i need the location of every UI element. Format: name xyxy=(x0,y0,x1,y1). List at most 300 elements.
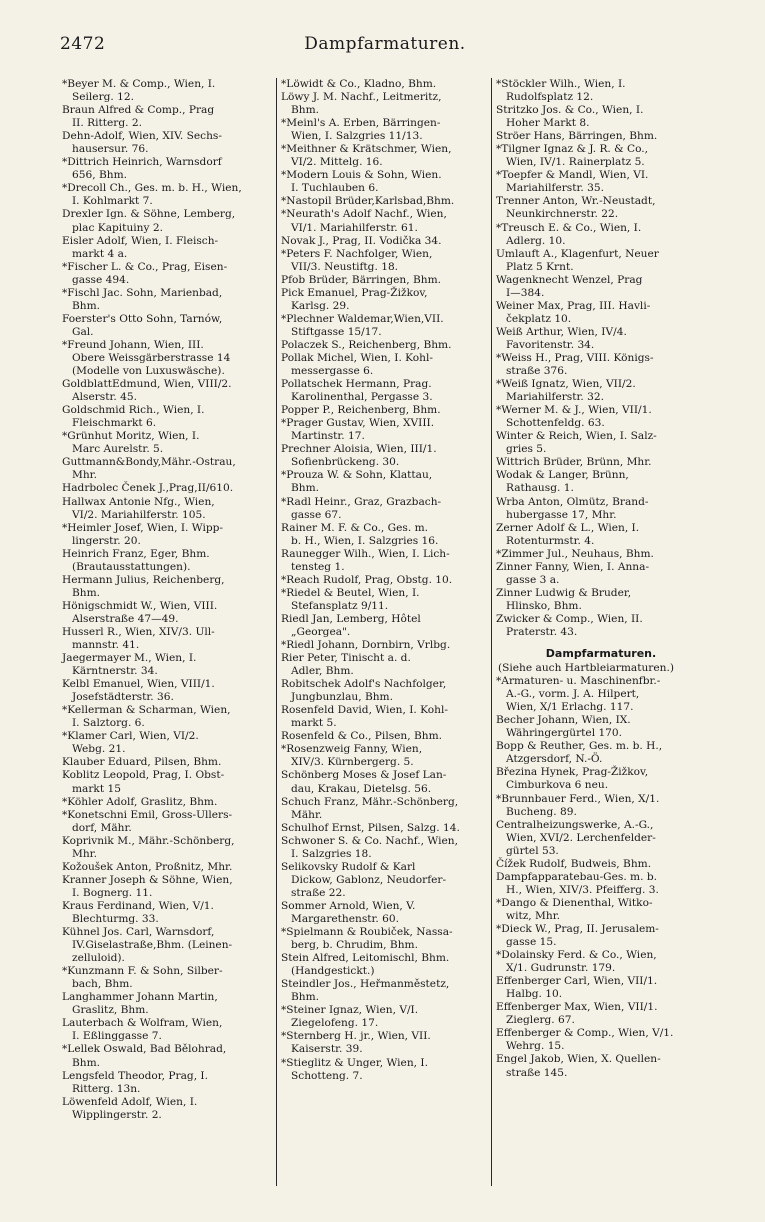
entry-address-line: Favoritenstr. 34. xyxy=(506,338,595,351)
directory-entry xyxy=(496,469,706,495)
entry-address-line: Fleischmarkt 6. xyxy=(72,417,157,430)
directory-entry xyxy=(281,613,487,639)
directory-entry xyxy=(496,404,706,430)
directory-entry xyxy=(62,456,268,482)
entry-name-line: Hadrbolec Čenek J.,Prag,II/610. xyxy=(62,482,234,495)
directory-entry xyxy=(496,1027,706,1053)
directory-entry xyxy=(281,587,487,613)
entry-address-line: Bhm. xyxy=(72,586,101,599)
entry-name-line: Pfob Brüder, Bärringen, Bhm. xyxy=(281,273,442,286)
directory-entry xyxy=(281,208,487,234)
entry-name-line: Zinner Fanny, Wien, I. Anna- xyxy=(496,560,650,573)
entry-address-line: gasse 67. xyxy=(291,508,342,521)
entry-address-line: Bhm. xyxy=(291,104,320,117)
entry-address-line: A.-G., vorm. J. A. Hilpert, xyxy=(506,688,640,701)
entry-address-line: Ritterg. 13n. xyxy=(72,1082,141,1095)
entry-name-line: *Kellerman & Scharman, Wien, xyxy=(62,704,231,717)
entry-name-line: Stritzko Jos. & Co., Wien, I. xyxy=(496,104,644,117)
directory-entry xyxy=(496,378,706,404)
entry-name-line: Klauber Eduard, Pilsen, Bhm. xyxy=(62,756,222,769)
entry-name-line: Wittrich Brüder, Brünn, Mhr. xyxy=(496,456,652,469)
entry-name-line: Weiner Max, Prag, III. Havli- xyxy=(496,299,651,312)
entry-name-line: *Klamer Carl, Wien, VI/2. xyxy=(62,730,199,743)
entry-name-line: Lauterbach & Wolfram, Wien, xyxy=(62,1017,223,1030)
column-2 xyxy=(281,78,487,1083)
directory-entry xyxy=(62,1096,268,1122)
entry-name-line: *Grünhut Moritz, Wien, I. xyxy=(62,430,200,443)
entry-address-line: dorf, Mähr. xyxy=(72,821,132,834)
entry-address-line: Ziegelofeng. 17. xyxy=(291,1017,379,1030)
entry-address-line: Hoher Markt 8. xyxy=(506,117,590,130)
entry-address-line: gürtel 53. xyxy=(506,844,559,857)
directory-entry xyxy=(62,600,268,626)
entry-name-line: GoldblattEdmund, Wien, VIII/2. xyxy=(62,378,232,391)
entry-address-line: Blechturmg. 33. xyxy=(72,913,159,925)
entry-address-line: bach, Bhm. xyxy=(72,978,133,991)
entry-name-line: *Sternberg H. jr., Wien, VII. xyxy=(281,1030,431,1043)
entry-name-line: *Brunnbauer Ferd., Wien, X/1. xyxy=(496,792,660,805)
directory-entry xyxy=(62,730,268,756)
entry-address-line: H., Wien, XIV/3. Pfeifferg. 3. xyxy=(506,883,659,896)
entry-name-line: *Meithner & Krätschmer, Wien, xyxy=(281,143,452,156)
entry-address-line: Jungbunzlau, Bhm. xyxy=(291,691,393,704)
entry-address-line: Mariahilferstr. 32. xyxy=(506,391,604,404)
entry-name-line: Umlauft A., Klagenfurt, Neuer xyxy=(496,247,659,260)
entry-name-line: Effenberger & Comp., Wien, V/1. xyxy=(496,1027,674,1040)
entry-name-line: *Köhler Adolf, Graslitz, Bhm. xyxy=(62,795,218,808)
entry-address-line: Wien, I. Salzgries 11/13. xyxy=(291,130,423,143)
entry-name-line: *Rosenzweig Fanny, Wien, xyxy=(281,743,423,756)
entry-address-line: XIV/3. Kürnbergerg. 5. xyxy=(291,756,414,769)
entry-address-line: Stefansplatz 9/11. xyxy=(291,599,389,612)
entry-address-line: (Brautausstattungen). xyxy=(72,560,191,573)
directory-entry xyxy=(62,678,268,704)
directory-entry xyxy=(496,352,706,378)
directory-entry xyxy=(496,326,706,352)
entry-name-line: Kožoušek Anton, Proßnitz, Mhr. xyxy=(62,860,233,873)
directory-entry xyxy=(62,796,268,809)
directory-entry xyxy=(496,1001,706,1027)
entry-name-line: Rainer M. F. & Co., Ges. m. xyxy=(281,521,428,534)
directory-entry xyxy=(496,430,706,456)
directory-entry xyxy=(281,796,487,822)
entry-address-line: Margarethenstr. 60. xyxy=(291,913,400,925)
entry-name-line: Goldschmid Rich., Wien, I. xyxy=(62,404,205,417)
entry-name-line: Rosenfeld & Co., Pilsen, Bhm. xyxy=(281,730,442,743)
entry-name-line: *Löwidt & Co., Kladno, Bhm. xyxy=(281,78,437,90)
entry-address-line: markt 15 xyxy=(72,782,121,795)
entry-name-line: Weiß Arthur, Wien, IV/4. xyxy=(496,325,627,338)
directory-entry xyxy=(281,274,487,287)
entry-address-line: gasse 494. xyxy=(72,273,130,286)
directory-entry xyxy=(496,714,706,740)
entry-name-line: Koblitz Leopold, Prag, I. Obst- xyxy=(62,769,225,782)
directory-entry xyxy=(496,1053,706,1079)
entry-address-line: mannstr. 41. xyxy=(72,639,140,652)
entry-name-line: Steindler Jos., Heřmanměstetz, xyxy=(281,978,450,991)
directory-entry xyxy=(496,897,706,923)
entry-name-line: Guttmann&Bondy,Mähr.-Ostrau, xyxy=(62,456,236,469)
entry-name-line: *Spielmann & Roubiček, Nassa- xyxy=(281,926,453,939)
entry-name-line: *Dieck W., Prag, II. Jerusalem- xyxy=(496,923,659,935)
entry-address-line: Schottenfeldg. 63. xyxy=(506,417,605,430)
directory-entry xyxy=(496,222,706,248)
directory-entry xyxy=(281,704,487,730)
directory-entry xyxy=(281,1030,487,1056)
directory-entry xyxy=(62,1070,268,1096)
entry-name-line: *Reach Rudolf, Prag, Obstg. 10. xyxy=(281,573,453,586)
entry-name-line: Sommer Arnold, Wien, V. xyxy=(281,899,416,912)
entry-address-line: lingerstr. 20. xyxy=(72,534,141,547)
directory-entry xyxy=(281,678,487,704)
entry-address-line: Bhm. xyxy=(291,482,320,495)
entry-name-line: Löwy J. M. Nachf., Leitmeritz, xyxy=(281,91,442,104)
entry-address-line: čekplatz 10. xyxy=(506,312,572,325)
entry-name-line: Becher Johann, Wien, IX. xyxy=(496,714,631,727)
entry-address-line: I. Eßlinggasse 7. xyxy=(72,1030,162,1043)
entry-name-line: Selikovsky Rudolf & Karl xyxy=(281,860,416,873)
entry-address-line: Rotenturmstr. 4. xyxy=(506,534,595,547)
directory-entry xyxy=(496,248,706,274)
directory-entry xyxy=(496,949,706,975)
entry-name-line: Jaegermayer M., Wien, I. xyxy=(62,652,197,665)
directory-entry xyxy=(281,352,487,378)
column-1 xyxy=(62,78,268,1122)
column-3-entries xyxy=(496,78,706,639)
directory-entry xyxy=(496,456,706,469)
directory-entry xyxy=(62,78,268,104)
entry-name-line: Hallwax Antonie Nfg., Wien, xyxy=(62,495,215,508)
directory-entry xyxy=(496,195,706,221)
entry-name-line: Čížek Rudolf, Budweis, Bhm. xyxy=(496,857,652,870)
entry-address-line: Adlerg. 10. xyxy=(506,234,566,247)
entry-address-line: straße 376. xyxy=(506,365,568,378)
entry-address-line: markt 4 a. xyxy=(72,247,128,260)
directory-entry xyxy=(62,874,268,900)
entry-address-line: Wehrg. 15. xyxy=(506,1040,565,1053)
entry-address-line: Zieglerg. 67. xyxy=(506,1014,575,1027)
entry-name-line: *Riedel & Beutel, Wien, I. xyxy=(281,586,420,599)
entry-name-line: Kühnel Jos. Carl, Warnsdorf, xyxy=(62,926,215,939)
entry-name-line: *Fischer L. & Co., Prag, Eisen- xyxy=(62,260,228,273)
entry-address-line: Dickow, Gablonz, Neudorfer- xyxy=(291,873,447,886)
directory-entry xyxy=(62,965,268,991)
entry-name-line: Engel Jakob, Wien, X. Quellen- xyxy=(496,1053,661,1066)
entry-name-line: Trenner Anton, Wr.-Neustadt, xyxy=(496,195,656,208)
directory-entry xyxy=(496,130,706,143)
entry-address-line: hausersur. 76. xyxy=(72,143,149,156)
entry-name-line: Effenberger Carl, Wien, VII/1. xyxy=(496,975,658,988)
entry-address-line: I. Kohlmarkt 7. xyxy=(72,195,153,208)
entry-address-line: Wipplingerstr. 2. xyxy=(72,1108,162,1121)
entry-name-line: Raunegger Wilh., Wien, I. Lich- xyxy=(281,547,450,560)
entry-address-line: I. Salzgries 18. xyxy=(291,847,372,860)
entry-name-line: Zerner Adolf & L., Wien, I. xyxy=(496,521,640,534)
directory-entry xyxy=(62,991,268,1017)
entry-address-line: Martinstr. 17. xyxy=(291,430,365,443)
entry-name-line: *Stöckler Wilh., Wien, I. xyxy=(496,78,626,90)
entry-name-line: Foerster's Otto Sohn, Tarnów, xyxy=(62,312,223,325)
entry-name-line: Robitschek Adolf's Nachfolger, xyxy=(281,678,447,691)
entry-name-line: Braun Alfred & Comp., Prag xyxy=(62,104,215,117)
entry-name-line: Stein Alfred, Leitomischl, Bhm. xyxy=(281,952,450,965)
entry-address-line: berg, b. Chrudim, Bhm. xyxy=(291,939,418,952)
entry-address-line: Marc Aurelstr. 5. xyxy=(72,443,164,456)
entry-name-line: Zwicker & Comp., Wien, II. xyxy=(496,612,643,625)
entry-name-line: Popper P., Reichenberg, Bhm. xyxy=(281,404,441,417)
entry-name-line: Prechner Aloisia, Wien, III/1. xyxy=(281,443,437,456)
entry-address-line: Karlsg. 29. xyxy=(291,299,350,312)
column-divider xyxy=(276,78,277,1186)
entry-address-line: Alserstr. 45. xyxy=(72,391,137,404)
entry-name-line: Eisler Adolf, Wien, I. Fleisch- xyxy=(62,234,219,247)
entry-name-line: *Prouza W. & Sohn, Klattau, xyxy=(281,469,433,482)
entry-name-line: Dehn-Adolf, Wien, XIV. Sechs- xyxy=(62,130,222,143)
directory-entry xyxy=(281,91,487,117)
directory-entry xyxy=(496,871,706,897)
directory-entry xyxy=(62,548,268,574)
entry-address-line: Stiftgasse 15/17. xyxy=(291,325,382,338)
directory-entry xyxy=(281,835,487,861)
entry-address-line: straße 22. xyxy=(291,886,346,899)
entry-address-line: VI/2. Mittelg. 16. xyxy=(291,156,383,169)
directory-entry xyxy=(496,143,706,169)
directory-entry xyxy=(62,926,268,965)
entry-name-line: Husserl R., Wien, XIV/3. Ull- xyxy=(62,625,215,638)
directory-entry xyxy=(496,766,706,792)
entry-name-line: *Modern Louis & Sohn, Wien. xyxy=(281,169,442,182)
entry-name-line: Schönberg Moses & Josef Lan- xyxy=(281,769,447,782)
directory-entry xyxy=(281,861,487,900)
directory-entry xyxy=(62,522,268,548)
directory-entry xyxy=(496,740,706,766)
entry-name-line: *Dango & Dienenthal, Witko- xyxy=(496,896,653,909)
entry-address-line: gries 5. xyxy=(506,443,547,456)
directory-entry xyxy=(62,809,268,835)
entry-name-line: *Stieglitz & Unger, Wien, I. xyxy=(281,1056,428,1069)
directory-entry xyxy=(62,704,268,730)
entry-name-line: Wrba Anton, Olmütz, Brand- xyxy=(496,495,649,508)
directory-entry xyxy=(281,822,487,835)
entry-address-line: Wien, IV/1. Rainerplatz 5. xyxy=(506,156,645,169)
entry-name-line: Bopp & Reuther, Ges. m. b. H., xyxy=(496,740,663,753)
entry-address-line: b. H., Wien, I. Salzgries 16. xyxy=(291,534,439,547)
section-entries xyxy=(496,675,706,1079)
entry-address-line: Wien, XVI/2. Lerchenfelder- xyxy=(506,831,656,844)
directory-entry xyxy=(62,104,268,130)
directory-entry xyxy=(281,195,487,208)
entry-address-line: Cimburkova 6 neu. xyxy=(506,779,609,792)
directory-entry xyxy=(281,652,487,678)
entry-address-line: Alserstraße 47—49. xyxy=(72,612,179,625)
entry-name-line: Riedl Jan, Lemberg, Hôtel xyxy=(281,612,421,625)
entry-name-line: Wagenknecht Wenzel, Prag xyxy=(496,273,643,286)
directory-entry xyxy=(281,900,487,926)
entry-address-line: Gal. xyxy=(72,325,94,338)
section-title: Dampfarmaturen. xyxy=(545,647,657,661)
directory-entry xyxy=(281,496,487,522)
entry-address-line: I. Salztorg. 6. xyxy=(72,717,145,730)
entry-name-line: Kraus Ferdinand, Wien, V/1. xyxy=(62,899,214,912)
entry-name-line: *Peters F. Nachfolger, Wien, xyxy=(281,247,433,260)
entry-name-line: *Meinl's A. Erben, Bärringen- xyxy=(281,117,441,130)
entry-name-line: Winter & Reich, Wien, I. Salz- xyxy=(496,430,657,443)
entry-address-line: markt 5. xyxy=(291,717,337,730)
entry-address-line: Neunkirchnerstr. 22. xyxy=(506,208,619,221)
entry-address-line: zelluloid). xyxy=(72,952,125,965)
entry-address-line: Mhr. xyxy=(72,847,97,860)
entry-address-line: messergasse 6. xyxy=(291,365,374,378)
directory-entry xyxy=(62,313,268,339)
entry-name-line: Lengsfeld Theodor, Prag, I. xyxy=(62,1069,208,1082)
entry-address-line: IV.Giselastraße,Bhm. (Leinen- xyxy=(72,939,233,952)
entry-address-line: 656, Bhm. xyxy=(72,169,127,182)
entry-name-line: *Lellek Oswald, Bad Bělohrad, xyxy=(62,1043,227,1056)
entry-address-line: Mähr. xyxy=(291,808,323,821)
directory-entry xyxy=(281,978,487,1004)
directory-entry xyxy=(62,482,268,495)
entry-name-line: *Neurath's Adolf Nachf., Wien, xyxy=(281,208,447,221)
entry-name-line: *Nastopil Brüder,Karlsbad,Bhm. xyxy=(281,195,455,208)
directory-entry xyxy=(281,117,487,143)
directory-entry xyxy=(281,1057,487,1083)
directory-entry xyxy=(62,1017,268,1043)
entry-address-line: Bucheng. 89. xyxy=(506,805,577,818)
entry-name-line: *Riedl Johann, Dornbirn, Vrlbg. xyxy=(281,639,451,652)
entry-name-line: Rier Peter, Tinischt a. d. xyxy=(281,652,411,665)
entry-address-line: dau, Krakau, Dietelsg. 56. xyxy=(291,782,432,795)
entry-address-line: VI/1. Mariahilferstr. 61. xyxy=(291,221,418,234)
entry-name-line: Novak J., Prag, II. Vodička 34. xyxy=(281,234,442,247)
directory-entry xyxy=(281,235,487,248)
entry-name-line: Schuch Franz, Mähr.-Schönberg, xyxy=(281,795,459,808)
entry-name-line: *Steiner Ignaz, Wien, V/I. xyxy=(281,1004,419,1017)
entry-address-line: witz, Mhr. xyxy=(506,909,560,922)
directory-entry xyxy=(496,613,706,639)
directory-entry xyxy=(496,78,706,104)
entry-name-line: Pollatschek Hermann, Prag. xyxy=(281,378,432,391)
directory-entry xyxy=(496,548,706,561)
directory-entry xyxy=(281,574,487,587)
directory-entry xyxy=(496,522,706,548)
directory-entry xyxy=(281,639,487,652)
directory-entry xyxy=(62,339,268,378)
entry-name-line: *Radl Heinr., Graz, Grazbach- xyxy=(281,495,442,508)
directory-entry xyxy=(62,835,268,861)
directory-entry xyxy=(496,496,706,522)
entry-name-line: *Drecoll Ch., Ges. m. b. H., Wien, xyxy=(62,182,242,195)
directory-entry xyxy=(62,496,268,522)
entry-name-line: Langhammer Johann Martin, xyxy=(62,991,218,1004)
directory-entry xyxy=(496,975,706,1001)
directory-entry xyxy=(281,743,487,769)
directory-entry xyxy=(496,858,706,871)
entry-name-line: Rosenfeld David, Wien, I. Kohl- xyxy=(281,704,448,717)
directory-entry xyxy=(62,626,268,652)
entry-address-line: I. Tuchlauben 6. xyxy=(291,182,379,195)
entry-address-line: (Modelle von Luxuswäsche). xyxy=(72,365,225,378)
directory-entry xyxy=(281,522,487,548)
directory-entry xyxy=(281,248,487,274)
entry-name-line: Wodak & Langer, Brünn, xyxy=(496,469,629,482)
entry-name-line: *Beyer M. & Comp., Wien, I. xyxy=(62,78,216,90)
column-3 xyxy=(496,78,706,1080)
entry-name-line: *Konetschni Emil, Gross-Ullers- xyxy=(62,808,233,821)
entry-name-line: Koprivnik M., Mähr.-Schönberg, xyxy=(62,834,235,847)
entry-address-line: Wien, X/1 Erlachg. 117. xyxy=(506,701,634,714)
entry-address-line: Währingergürtel 170. xyxy=(506,727,623,740)
entry-address-line: Halbg. 10. xyxy=(506,988,563,1001)
directory-entry xyxy=(496,587,706,613)
entry-name-line: *Dittrich Heinrich, Warnsdorf xyxy=(62,156,222,169)
entry-address-line: Atzgersdorf, N.-Ö. xyxy=(506,753,603,766)
entry-address-line: gasse 15. xyxy=(506,936,557,949)
entry-address-line: Schotteng. 7. xyxy=(291,1069,363,1082)
entry-address-line: Bhm. xyxy=(72,1056,101,1069)
entry-address-line: Karolinenthal, Pergasse 3. xyxy=(291,391,433,404)
directory-entry xyxy=(281,287,487,313)
entry-address-line: Kärntnerstr. 34. xyxy=(72,665,158,678)
entry-address-line: Rathausg. 1. xyxy=(506,482,574,495)
directory-entry xyxy=(281,339,487,352)
entry-address-line: Graslitz, Bhm. xyxy=(72,1004,149,1017)
directory-entry xyxy=(496,819,706,858)
directory-entry xyxy=(281,378,487,404)
directory-entry xyxy=(62,756,268,769)
directory-entry xyxy=(496,675,706,714)
entry-address-line: Bhm. xyxy=(291,991,320,1004)
directory-entry xyxy=(281,313,487,339)
directory-entry xyxy=(496,923,706,949)
entry-address-line: „Georgea". xyxy=(291,625,351,638)
entry-name-line: *Prager Gustav, Wien, XVIII. xyxy=(281,417,435,430)
entry-name-line: Ströer Hans, Bärringen, Bhm. xyxy=(496,130,658,143)
section-note: (Siehe auch Hartbleiarmaturen.) xyxy=(498,662,674,675)
entry-name-line: Schwoner S. & Co. Nachf., Wien, xyxy=(281,834,458,847)
entry-name-line: *Armaturen- u. Maschinenfbr.- xyxy=(496,675,661,688)
page-number: 2472 xyxy=(60,34,106,54)
entry-name-line: Schulhof Ernst, Pilsen, Salzg. 14. xyxy=(281,821,460,834)
entry-name-line: *Werner M. & J., Wien, VII/1. xyxy=(496,404,652,417)
entry-address-line: VII/3. Neustiftg. 18. xyxy=(291,260,399,273)
entry-address-line: Platz 5 Krnt. xyxy=(506,260,574,273)
directory-entry xyxy=(281,769,487,795)
entry-address-line: Rudolfsplatz 12. xyxy=(506,91,594,104)
entry-address-line: Obere Weissgärberstrasse 14 xyxy=(72,351,231,364)
directory-entry xyxy=(62,574,268,600)
directory-entry xyxy=(62,769,268,795)
directory-entry xyxy=(281,143,487,169)
entry-address-line: Seilerg. 12. xyxy=(72,91,135,104)
directory-entry xyxy=(62,130,268,156)
directory-entry xyxy=(496,274,706,300)
entry-name-line: Pollak Michel, Wien, I. Kohl- xyxy=(281,351,433,364)
entry-address-line: II. Ritterg. 2. xyxy=(72,117,142,130)
entry-name-line: Zinner Ludwig & Bruder, xyxy=(496,586,632,599)
entry-address-line: straße 145. xyxy=(506,1066,568,1079)
entry-address-line: I—384. xyxy=(506,286,545,299)
entry-name-line: *Treusch E. & Co., Wien, I. xyxy=(496,221,642,234)
entry-name-line: *Toepfer & Mandl, Wien, VI. xyxy=(496,169,649,182)
page-title: Dampfarmaturen. xyxy=(304,34,466,54)
entry-name-line: *Weiss H., Prag, VIII. Königs- xyxy=(496,351,654,364)
directory-entry xyxy=(62,208,268,234)
directory-entry xyxy=(62,235,268,261)
directory-entry xyxy=(281,78,487,91)
entry-address-line: Sofienbrückeng. 30. xyxy=(291,456,400,469)
directory-entry xyxy=(62,861,268,874)
directory-entry xyxy=(281,469,487,495)
